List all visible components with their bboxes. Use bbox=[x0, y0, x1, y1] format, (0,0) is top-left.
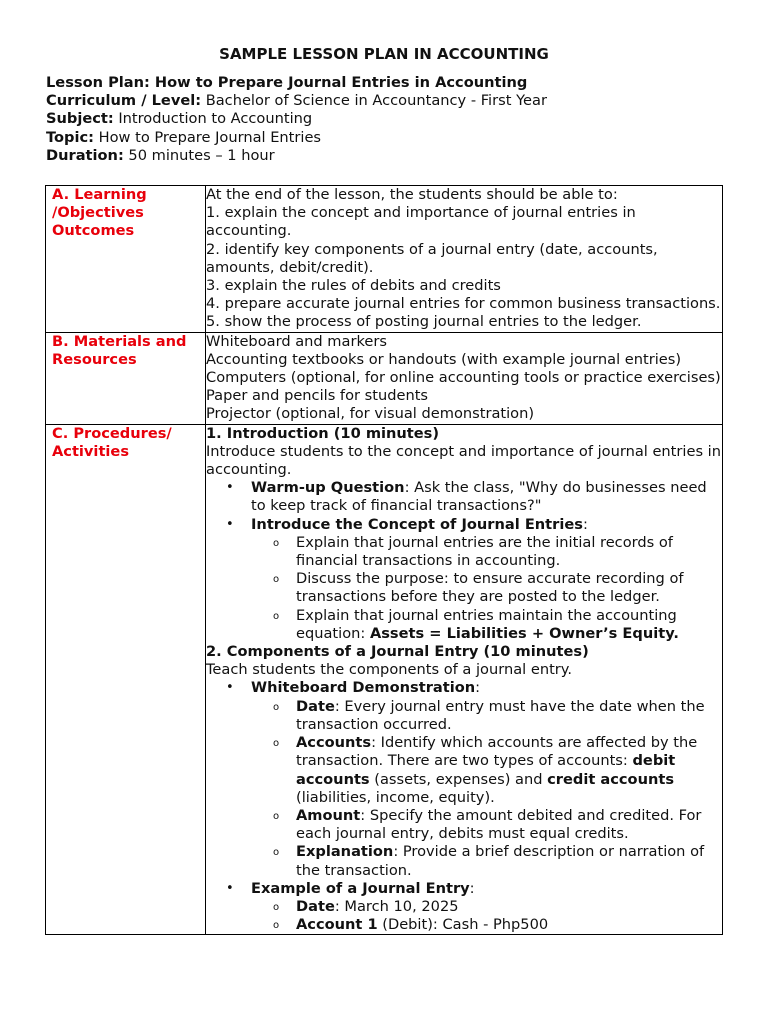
components-bullets bbox=[206, 679, 722, 697]
example-label: Example of a Journal Entry bbox=[251, 879, 470, 897]
duration-line bbox=[46, 147, 547, 165]
credit-accounts: credit accounts bbox=[547, 770, 675, 788]
demo-colon: : bbox=[475, 679, 481, 697]
explanation-subitem bbox=[206, 843, 722, 879]
duration-value: 50 minutes – 1 hour bbox=[123, 146, 275, 164]
material-item: Paper and pencils for students bbox=[206, 387, 429, 405]
example-subitems bbox=[206, 898, 722, 934]
demo-subitems bbox=[206, 698, 722, 880]
example-bullets bbox=[206, 880, 722, 898]
example-account-label: Account 1 bbox=[296, 916, 378, 934]
intro-heading-text: 1. Introduction (10 minutes) bbox=[206, 424, 440, 442]
material-item: Whiteboard and markers bbox=[206, 332, 387, 350]
concept-bullet bbox=[206, 516, 722, 534]
objectives-content bbox=[206, 186, 723, 333]
subject-label: Subject: bbox=[46, 110, 114, 128]
equation-bold: Assets = Liabilities + Owner’s Equity. bbox=[369, 624, 679, 642]
duration-label: Duration: bbox=[46, 146, 124, 164]
material-item: Computers (optional, for online accounting tools or practice exercises) bbox=[206, 369, 721, 387]
materials-label-cell bbox=[46, 332, 206, 424]
objective-item: 1. explain the concept and importance of journal entries in accounting. bbox=[206, 204, 636, 240]
intro-bullets bbox=[206, 479, 722, 534]
curriculum-value: Bachelor of Science in Accountancy - First Year bbox=[201, 92, 547, 110]
objectives-label-cell bbox=[46, 186, 206, 333]
objective-item: 4. prepare accurate journal entries for common business transactions. bbox=[206, 295, 721, 313]
topic-line bbox=[46, 129, 547, 147]
concept-subitem: o Discuss the purpose: to ensure accurate recording of transactions before they are posted to the ledger. bbox=[206, 570, 722, 606]
demo-bullet bbox=[206, 679, 722, 697]
example-bullet bbox=[206, 880, 722, 898]
date-subitem bbox=[206, 698, 722, 734]
lesson-header bbox=[46, 74, 547, 165]
subject-value: Introduction to Accounting bbox=[113, 110, 313, 128]
concept-label: Introduce the Concept of Journal Entries bbox=[251, 515, 583, 533]
equation-subitem bbox=[206, 607, 722, 643]
amount-subitem bbox=[206, 807, 722, 843]
example-date-subitem bbox=[206, 898, 722, 916]
objective-item: 3. explain the rules of debits and credits bbox=[206, 277, 501, 295]
objective-item: 5. show the process of posting journal entries to the ledger. bbox=[206, 313, 642, 331]
row-materials bbox=[46, 332, 723, 424]
materials-content bbox=[206, 332, 723, 424]
warmup-label: Warm-up Question bbox=[251, 479, 405, 497]
warmup-bullet bbox=[206, 479, 722, 515]
material-item: Accounting textbooks or handouts (with example journal entries) bbox=[206, 350, 682, 368]
procedures-content bbox=[206, 424, 723, 935]
accounts-text: : Identify which accounts are affected by the transaction. There are two types of accounts: bbox=[296, 734, 698, 770]
debit-accounts: debit accounts bbox=[296, 752, 676, 788]
date-text: : Every journal entry must have the date when the transaction occurred. bbox=[296, 697, 705, 733]
example-date-text: : March 10, 2025 bbox=[334, 897, 459, 915]
objective-item: 2. identify key components of a journal entry (date, accounts, amounts, debit/credit). bbox=[206, 240, 658, 276]
accounts-label: Accounts bbox=[296, 734, 372, 752]
procedures-label-cell bbox=[46, 424, 206, 935]
equation-text: Explain that journal entries maintain the accounting equation: bbox=[296, 606, 677, 642]
topic-value: How to Prepare Journal Entries bbox=[93, 128, 322, 146]
topic-label: Topic: bbox=[46, 128, 94, 146]
accounts-subitem bbox=[206, 734, 722, 807]
amount-label: Amount bbox=[296, 806, 361, 824]
explanation-text: : Provide a brief description or narration of the transaction. bbox=[296, 843, 705, 879]
objectives-intro: At the end of the lesson, the students should be able to: bbox=[206, 186, 618, 203]
lesson-plan-title: Lesson Plan: How to Prepare Journal Entries in Accounting bbox=[46, 74, 528, 91]
components-heading-text: 2. Components of a Journal Entry (10 minutes) bbox=[206, 643, 589, 661]
row-objectives bbox=[46, 186, 723, 333]
materials-label: B. Materials and Resources bbox=[52, 332, 187, 368]
amount-text: : Specify the amount debited and credited. For each journal entry, debits must equal credits. bbox=[296, 806, 702, 843]
intro-paragraph: Introduce students to the concept and importance of journal entries in accounting. bbox=[206, 442, 721, 479]
components-heading bbox=[206, 643, 722, 661]
intro-heading bbox=[206, 425, 722, 443]
procedures-label: C. Procedures/ Activities bbox=[52, 424, 172, 460]
example-colon: : bbox=[469, 879, 475, 897]
objectives-label: A. Learning /Objectives Outcomes bbox=[52, 186, 147, 240]
curriculum-label: Curriculum / Level: bbox=[46, 92, 202, 110]
date-label: Date bbox=[296, 697, 335, 715]
subject-line bbox=[46, 110, 547, 128]
material-item: Projector (optional, for visual demonstration) bbox=[206, 405, 535, 423]
concept-subitem: o Explain that journal entries are the initial records of financial transactions in accounting. bbox=[206, 534, 722, 570]
example-account-text: (Debit): Cash - Php500 bbox=[377, 916, 549, 934]
example-date-label: Date bbox=[296, 897, 335, 915]
document-title: SAMPLE LESSON PLAN IN ACCOUNTING bbox=[219, 45, 549, 63]
warmup-text: : Ask the class, "Why do businesses need to keep track of financial transactions?" bbox=[251, 479, 707, 515]
concept-colon: : bbox=[582, 515, 588, 533]
lesson-plan-line bbox=[46, 74, 547, 92]
lesson-plan-table bbox=[45, 185, 723, 935]
components-paragraph: Teach students the components of a journal entry. bbox=[206, 661, 572, 679]
concept-subitems bbox=[206, 534, 722, 643]
example-account-subitem bbox=[206, 916, 722, 934]
explanation-label: Explanation bbox=[296, 843, 394, 861]
debit-text: (assets, expenses) and bbox=[369, 770, 548, 788]
credit-text: (liabilities, income, equity). bbox=[296, 788, 495, 806]
curriculum-line bbox=[46, 92, 547, 110]
demo-label: Whiteboard Demonstration bbox=[251, 679, 476, 697]
row-procedures bbox=[46, 424, 723, 935]
